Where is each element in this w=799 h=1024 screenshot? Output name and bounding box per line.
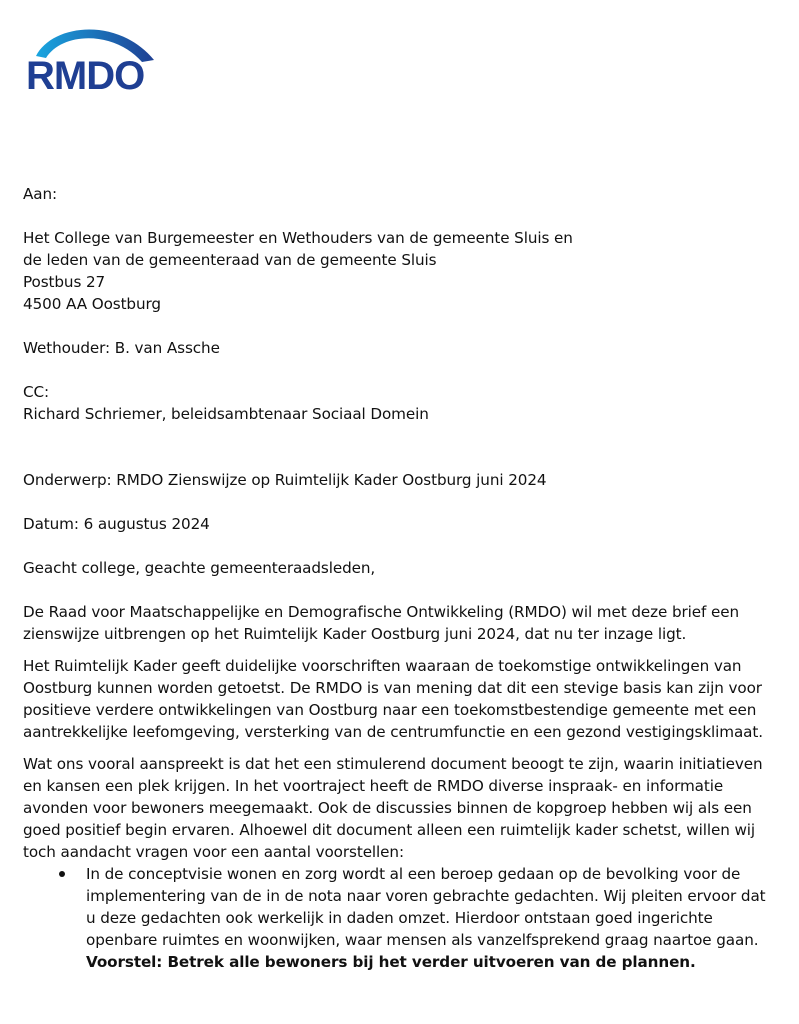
recipient-line: Postbus 27 xyxy=(23,273,106,291)
letter-body xyxy=(23,183,783,973)
paragraph-appeal: Wat ons vooral aanspreekt is dat het een stimulerend document beoogt te zijn, waarin initiatieven en kansen een plek krijgen. In het voortraject heeft de RMDO diverse inspraak- en informatie avonden voor bewoners meegemaakt. Ook de discussies binnen de kopgroep hebben wij als een goed positief begin ervaren. Alhoewel dit document alleen een ruimtelijk kader schetst, willen wij toch aandacht vragen voor een aantal voorstellen: xyxy=(23,755,763,861)
bullet-icon xyxy=(59,871,65,877)
recipient-line: Het College van Burgemeester en Wethouders van de gemeente Sluis en xyxy=(23,229,573,247)
logo-graphic xyxy=(22,14,162,100)
proposal-list xyxy=(23,863,783,973)
recipient-line: de leden van de gemeenteraad van de gemeente Sluis xyxy=(23,251,437,269)
rmdo-logo xyxy=(22,14,162,100)
to-label: Aan: xyxy=(23,185,58,203)
date-line: Datum: 6 augustus 2024 xyxy=(23,515,210,533)
recipient-line: 4500 AA Oostburg xyxy=(23,295,161,313)
paragraph-intro: De Raad voor Maatschappelijke en Demografische Ontwikkeling (RMDO) wil met deze brief een zienswijze uitbrengen op het Ruimtelijk Kader Oostburg juni 2024, dat nu ter inzage ligt. xyxy=(23,603,739,643)
alderman-line: Wethouder: B. van Assche xyxy=(23,339,220,357)
address-block xyxy=(23,183,783,425)
list-item: In de conceptvisie wonen en zorg wordt al een beroep gedaan op de bevolking voor de implementering van de in de nota naar voren gebrachte gedachten. Wij pleiten ervoor dat u deze gedachten ook werkelijk in daden omzet. Hierdoor ontstaan goed ingerichte openbare ruimtes en woonwijken, waar mensen als vanzelfsprekend graag naartoe gaan. Voorstel: Betrek alle bewoners bij het verder uitvoeren van de plannen. xyxy=(23,863,783,973)
cc-recipient: Richard Schriemer, beleidsambtenaar Sociaal Domein xyxy=(23,405,429,423)
logo-text: RMDO xyxy=(26,54,145,98)
paragraph-framework: Het Ruimtelijk Kader geeft duidelijke voorschriften waaraan de toekomstige ontwikkelingen van Oostburg kunnen worden getoetst. De RMDO is van mening dat dit een stevige basis kan zijn voor positieve verdere ontwikkelingen van Oostburg naar een toekomstbestendige gemeente met een aantrekkelijke leefomgeving, versterking van de centrumfunctie en een gezond vestigingsklimaat. xyxy=(23,657,763,741)
cc-label: CC: xyxy=(23,383,50,401)
salutation: Geacht college, geachte gemeenteraadsleden, xyxy=(23,559,376,577)
subject-line: Onderwerp: RMDO Zienswijze op Ruimtelijk Kader Oostburg juni 2024 xyxy=(23,471,547,489)
proposal-text: Voorstel: Betrek alle bewoners bij het verder uitvoeren van de plannen. xyxy=(86,953,696,971)
